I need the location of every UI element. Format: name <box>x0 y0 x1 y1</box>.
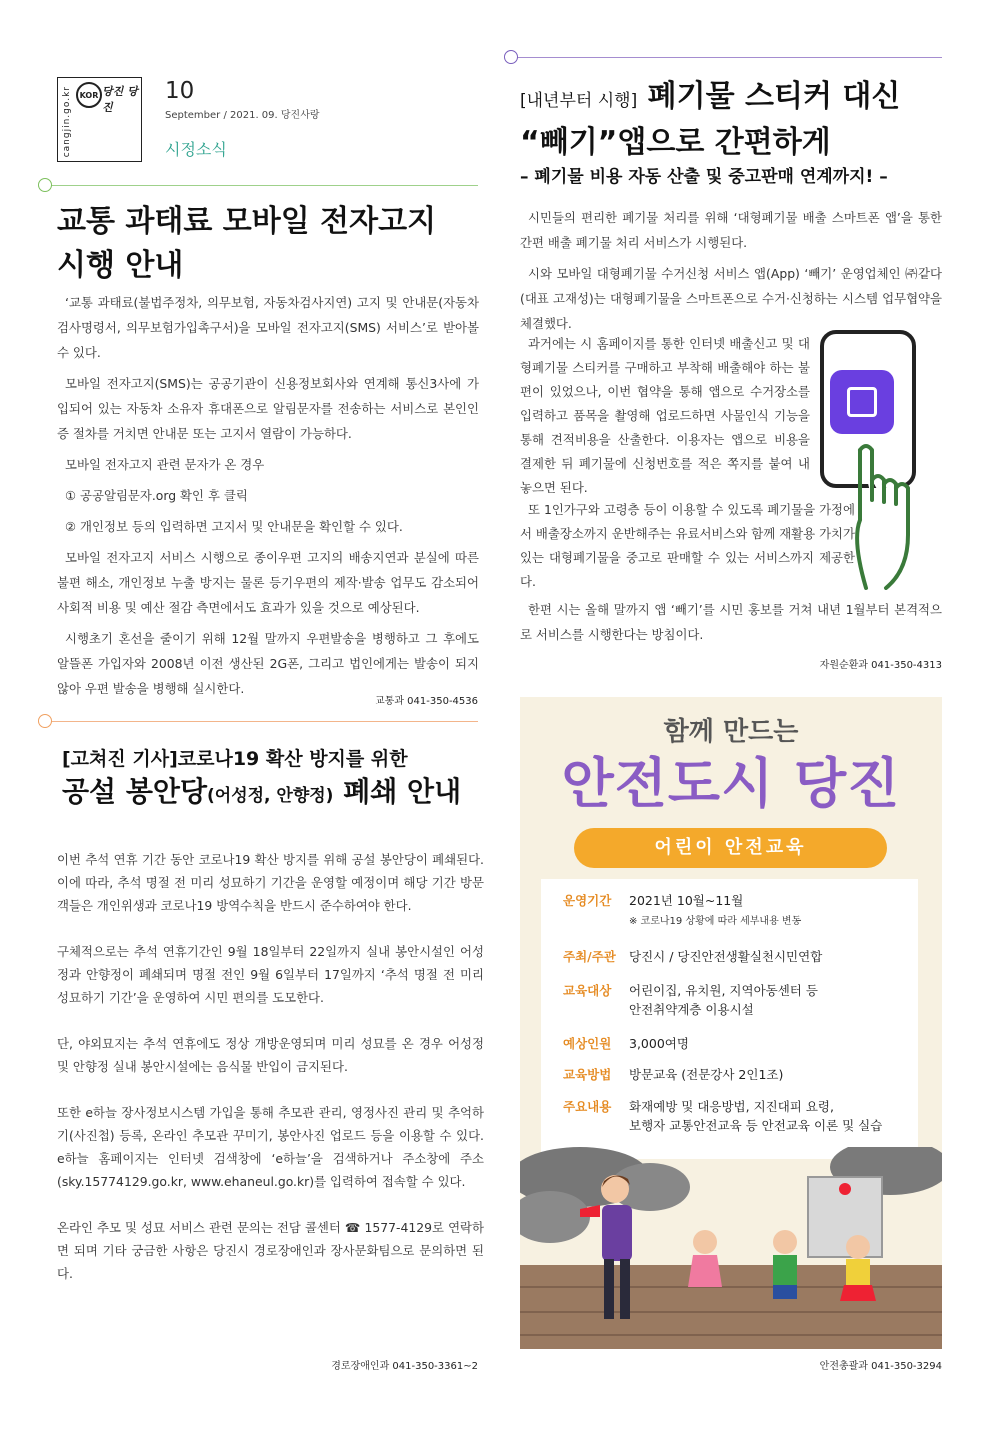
article1-contact: 교통과 041-350-4536 <box>375 696 478 707</box>
paragraph: 단, 야외묘지는 추석 연휴에도 정상 개방운영되며 미리 성묘를 온 경우 어성정 및 안향정 실내 봉안시설에는 음식물 반입이 금지된다. <box>57 1036 484 1074</box>
article3-contact: 자원순환과 041-350-4313 <box>819 660 942 671</box>
paragraph: 온라인 추모 및 성묘 서비스 관련 문의는 전담 콜센터 ☎ 1577-4129로 연락하면 되며 기타 궁금한 사항은 당진시 경로장애인과 장사문화팀으로 문의하면 된다. <box>57 1220 484 1281</box>
logo-text: 당진 당진 <box>102 85 138 114</box>
article1-title <box>57 200 477 288</box>
divider-article1 <box>45 185 478 186</box>
poster-pill: 어린이 안전교육 <box>574 828 887 868</box>
article2-body <box>57 848 484 1308</box>
poster-contact: 안전총괄과 041-350-3294 <box>819 1361 942 1372</box>
article2-title <box>62 773 461 815</box>
city-logo <box>57 77 142 162</box>
article3-title-line: “빼기”앱으로 간편하게 <box>520 125 831 160</box>
info-value-text: 2021년 10월~11월 <box>629 893 744 908</box>
article2-subtitle: [고쳐진 기사]코로나19 확산 방지를 위한 <box>62 748 408 770</box>
article3-tagline: – 폐기물 비용 자동 산출 및 중고판매 연계까지! – <box>520 167 888 187</box>
poster-small-title: 함께 만드는 <box>663 717 799 747</box>
logo-url: cangjin.go.kr <box>62 86 72 158</box>
article3-title-line <box>520 76 950 122</box>
issue-info: September / 2021. 09. 당진사랑 <box>165 110 320 121</box>
info-key: 운영기간 <box>563 893 612 908</box>
list-item: ② 개인정보 등의 입력하면 고지서 및 안내문을 확인할 수 있다. <box>65 519 403 534</box>
article2-contact: 경로장애인과 041-350-3361~2 <box>331 1361 478 1372</box>
poster-big-title: 안전도시 당진 <box>561 752 901 815</box>
page-number: 10 <box>165 78 195 104</box>
app-icon <box>830 370 894 434</box>
article3-body-wrap <box>520 332 810 506</box>
paragraph: 모바일 전자고지 관련 문자가 온 경우 <box>65 457 265 472</box>
info-value <box>629 891 919 931</box>
article3-title <box>520 76 950 164</box>
divider-dot <box>38 178 52 192</box>
poster-info-card <box>541 879 918 1159</box>
logo-mark: KOR <box>76 82 102 108</box>
info-value: 화재예방 및 대응방법, 지진대피 요령, 보행자 교통안전교육 등 안전교육 이론 및 실습 <box>629 1099 883 1133</box>
article3-body-mid <box>520 498 855 600</box>
paragraph: 시민들의 편리한 폐기물 처리를 위해 ‘대형폐기물 배출 스마트폰 앱’을 통한 간편 배출 폐기물 처리 서비스가 시행된다. <box>520 210 942 250</box>
divider-dot <box>504 50 518 64</box>
article3-title-rest: 폐기물 스티커 대신 <box>637 79 901 114</box>
info-key: 주요내용 <box>563 1099 612 1114</box>
paragraph: 또한 e하늘 장사정보시스템 가입을 통해 추모관 관리, 영정사진 관리 및 추억하기(사진첩) 등록, 온라인 추모관 꾸미기, 봉안사진 업로드 등을 이용할 수 있다. e하늘 홈페이지는 인터넷 검색창에 ‘e하늘’을 검색하거나 주소창에 주소(sky.15774129.go.kr, www.ehaneul.go.kr)를 입력하여 접속할 수 있다. <box>57 1105 484 1189</box>
safety-poster <box>520 697 942 1349</box>
article2-title-main: 공설 봉안당 <box>62 775 207 808</box>
info-key: 교육방법 <box>563 1067 612 1082</box>
article2-title-small: (어성정, 안향정) <box>207 786 334 806</box>
info-value: 당진시 / 당진안전생활실천시민연합 <box>629 949 823 964</box>
info-note: ※ 코로나19 상황에 따라 세부내용 변동 <box>629 916 802 927</box>
section-name: 시정소식 <box>165 140 227 159</box>
paragraph: 이번 추석 연휴 기간 동안 코로나19 확산 방지를 위해 공설 봉안당이 폐쇄된다. 이에 따라, 추석 명절 전 미리 성묘하기 기간을 운영할 예정이며 해당 기간 방문객들은 개인위생과 코로나19 방역수칙을 반드시 준수하여야 한다. <box>57 852 484 913</box>
article3-body-end <box>520 597 942 653</box>
article1-title-line: 교통 과태료 모바일 전자고지 <box>57 204 437 239</box>
paragraph: 과거에는 시 홈페이지를 통한 인터넷 배출신고 및 대형폐기물 스티커를 구매하고 부착해 배출해야 하는 불편이 있었으나, 이번 협약을 통해 앱으로 수거장소를 입력하고 품목을 촬영해 업로드하면 사물인식 기능을 통해 견적비용을 산출한다. 이용자는 앱으로 비용을 결제한 뒤 폐기물에 신청번호를 적은 쪽지를 붙여 내놓으면 된다. <box>520 336 810 495</box>
info-key: 예상인원 <box>563 1036 612 1051</box>
article1-title-line: 시행 안내 <box>57 248 184 283</box>
info-value: 3,000여명 <box>629 1036 689 1051</box>
paragraph: ‘교통 과태료(불법주정차, 의무보험, 자동차검사지연) 고지 및 안내문(자동차검사명령서, 의무보험가입촉구서)을 모바일 전자고지(SMS) 서비스’로 받아볼 수 있다. <box>57 295 479 360</box>
divider-article2 <box>45 721 478 722</box>
info-key: 교육대상 <box>563 983 612 998</box>
list-item: ① 공공알림문자.org 확인 후 클릭 <box>65 488 248 503</box>
article3-tag: [내년부터 시행] <box>520 91 638 111</box>
paragraph: 구체적으로는 추석 연휴기간인 9월 18일부터 22일까지 실내 봉안시설인 어성정과 안향정이 폐쇄되며 명절 전인 9월 6일부터 17일까지 ‘추석 명절 전 미리 성묘하기 기간’을 운영하여 시민 편의를 도모한다. <box>57 944 484 1005</box>
info-key: 주최/주관 <box>563 949 616 964</box>
paragraph: 시와 모바일 대형폐기물 수거신청 서비스 앱(App) ‘빼기’ 운영업체인 ㈜같다(대표 고재성)는 대형폐기물을 스마트폰으로 수거·신청하는 시스템 업무협약을 체결했다. <box>520 266 942 331</box>
evacuation-illustration <box>520 1147 942 1349</box>
paragraph: 또 1인가구와 고령층 등이 이용할 수 있도록 폐기물을 가정에서 배출장소까지 운반해주는 유료서비스와 함께 재활용 가치가 있는 대형폐기물을 중고로 판매할 수 있는 서비스까지 제공한다. <box>520 502 855 589</box>
article1-body <box>57 290 479 707</box>
paragraph: 모바일 전자고지(SMS)는 공공기관이 신용정보회사와 연계해 통신3사에 가입되어 있는 자동차 소유자 휴대폰으로 알림문자를 전송하는 서비스로 본인인증 절차를 거치면 안내문 또는 고지서 열람이 가능하다. <box>57 376 479 441</box>
paragraph: 시행초기 혼선을 줄이기 위해 12월 말까지 우편발송을 병행하고 그 후에도 알뜰폰 가입자와 2008년 이전 생산된 2G폰, 그리고 법인에게는 발송이 되지 않아 우편 발송을 병행해 실시한다. <box>57 631 479 696</box>
article3-body-top <box>520 205 942 342</box>
paragraph: 모바일 전자고지 서비스 시행으로 종이우편 고지의 배송지연과 분실에 따른 불편 해소, 개인정보 누출 방지는 물론 등기우편의 제작·발송 업무도 감소되어 사회적 비용 및 예산 절감 측면에서도 효과가 있을 것으로 예상된다. <box>57 550 479 615</box>
paragraph: 한편 시는 올해 말까지 앱 ‘빼기’를 시민 홍보를 거쳐 내년 1월부터 본격적으로 서비스를 시행한다는 방침이다. <box>520 602 942 642</box>
info-value: 방문교육 (전문강사 2인1조) <box>629 1067 784 1082</box>
divider-article3 <box>512 57 942 58</box>
hand-pointer-icon <box>846 440 926 590</box>
article2-title-end: 폐쇄 안내 <box>333 775 462 808</box>
divider-dot <box>38 714 52 728</box>
info-value: 어린이집, 유치원, 지역아동센터 등 안전취약계층 이용시설 <box>629 983 818 1017</box>
